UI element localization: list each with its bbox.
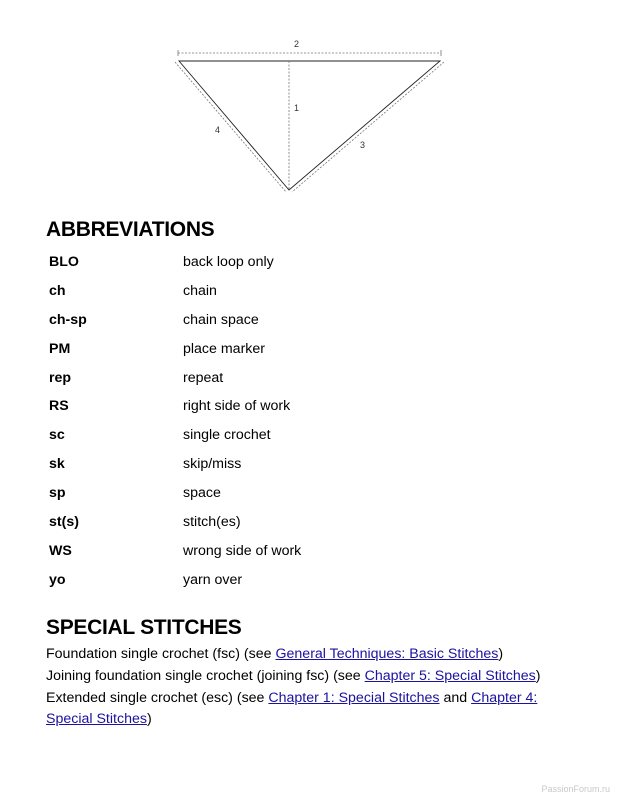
table-row — [46, 450, 446, 479]
special-stitch-esc: Extended single crochet (esc) (see Chapter 1: Special Stitches and Chapter 4: Special Stitches) — [46, 690, 538, 727]
abbr-term: sk — [49, 456, 65, 473]
abbr-definition: chain space — [183, 311, 259, 328]
table-row — [46, 306, 446, 335]
label-top: 2 — [294, 39, 300, 49]
table-row — [46, 392, 446, 421]
abbr-term: BLO — [49, 254, 79, 270]
abbr-term: ch — [49, 282, 66, 299]
table-row — [46, 248, 446, 277]
abbr-definition: right side of work — [183, 398, 291, 415]
special-stitches-list — [46, 644, 586, 731]
watermark: PassionForum.ru — [541, 784, 610, 794]
abbr-definition: chain — [183, 282, 217, 299]
abbr-definition: repeat — [183, 369, 224, 386]
link-chapter-1[interactable]: Chapter 1: Special Stitches — [268, 690, 440, 706]
link-chapter-5[interactable]: Chapter 5: Special Stitches — [364, 668, 536, 684]
abbr-term: PM — [49, 340, 71, 357]
table-row — [46, 421, 446, 450]
abbr-definition: back loop only — [183, 254, 274, 270]
abbreviations-heading: ABBREVIATIONS — [46, 218, 215, 241]
abbreviations-table — [46, 248, 446, 595]
abbr-term: st(s) — [49, 514, 79, 531]
dimension-line-right — [292, 62, 444, 192]
abbr-term: yo — [49, 571, 66, 588]
shawl-schematic-diagram — [0, 0, 618, 200]
abbr-definition: skip/miss — [183, 456, 242, 473]
abbr-definition: wrong side of work — [183, 542, 302, 559]
link-chapter-4[interactable]: Chapter 4: Special Stitches — [46, 690, 538, 727]
table-row — [46, 335, 446, 364]
abbr-definition: space — [183, 485, 221, 502]
abbr-term: WS — [49, 542, 72, 559]
table-row — [46, 566, 446, 595]
abbr-definition: single crochet — [183, 427, 271, 444]
table-row — [46, 537, 446, 566]
abbr-term: RS — [49, 398, 69, 415]
label-center: 1 — [294, 103, 300, 113]
abbr-term: sp — [49, 485, 66, 502]
special-stitch-joining-fsc: Joining foundation single crochet (joining fsc) (see Chapter 5: Special Stitches) — [46, 668, 541, 684]
abbr-term: ch-sp — [49, 311, 87, 328]
dimension-line-left — [175, 62, 286, 192]
special-stitch-fsc: Foundation single crochet (fsc) (see General Techniques: Basic Stitches) — [46, 646, 504, 662]
abbr-definition: stitch(es) — [183, 514, 241, 531]
table-row — [46, 364, 446, 393]
link-general-techniques[interactable]: General Techniques: Basic Stitches — [275, 646, 499, 662]
abbr-definition: yarn over — [183, 571, 243, 588]
table-row — [46, 479, 446, 508]
table-row — [46, 508, 446, 537]
abbr-term: sc — [49, 427, 65, 444]
abbr-term: rep — [49, 369, 72, 386]
table-row — [46, 277, 446, 306]
label-right: 3 — [360, 140, 366, 150]
abbr-definition: place marker — [183, 340, 266, 357]
special-stitches-heading: SPECIAL STITCHES — [46, 616, 242, 639]
label-left: 4 — [215, 125, 221, 135]
